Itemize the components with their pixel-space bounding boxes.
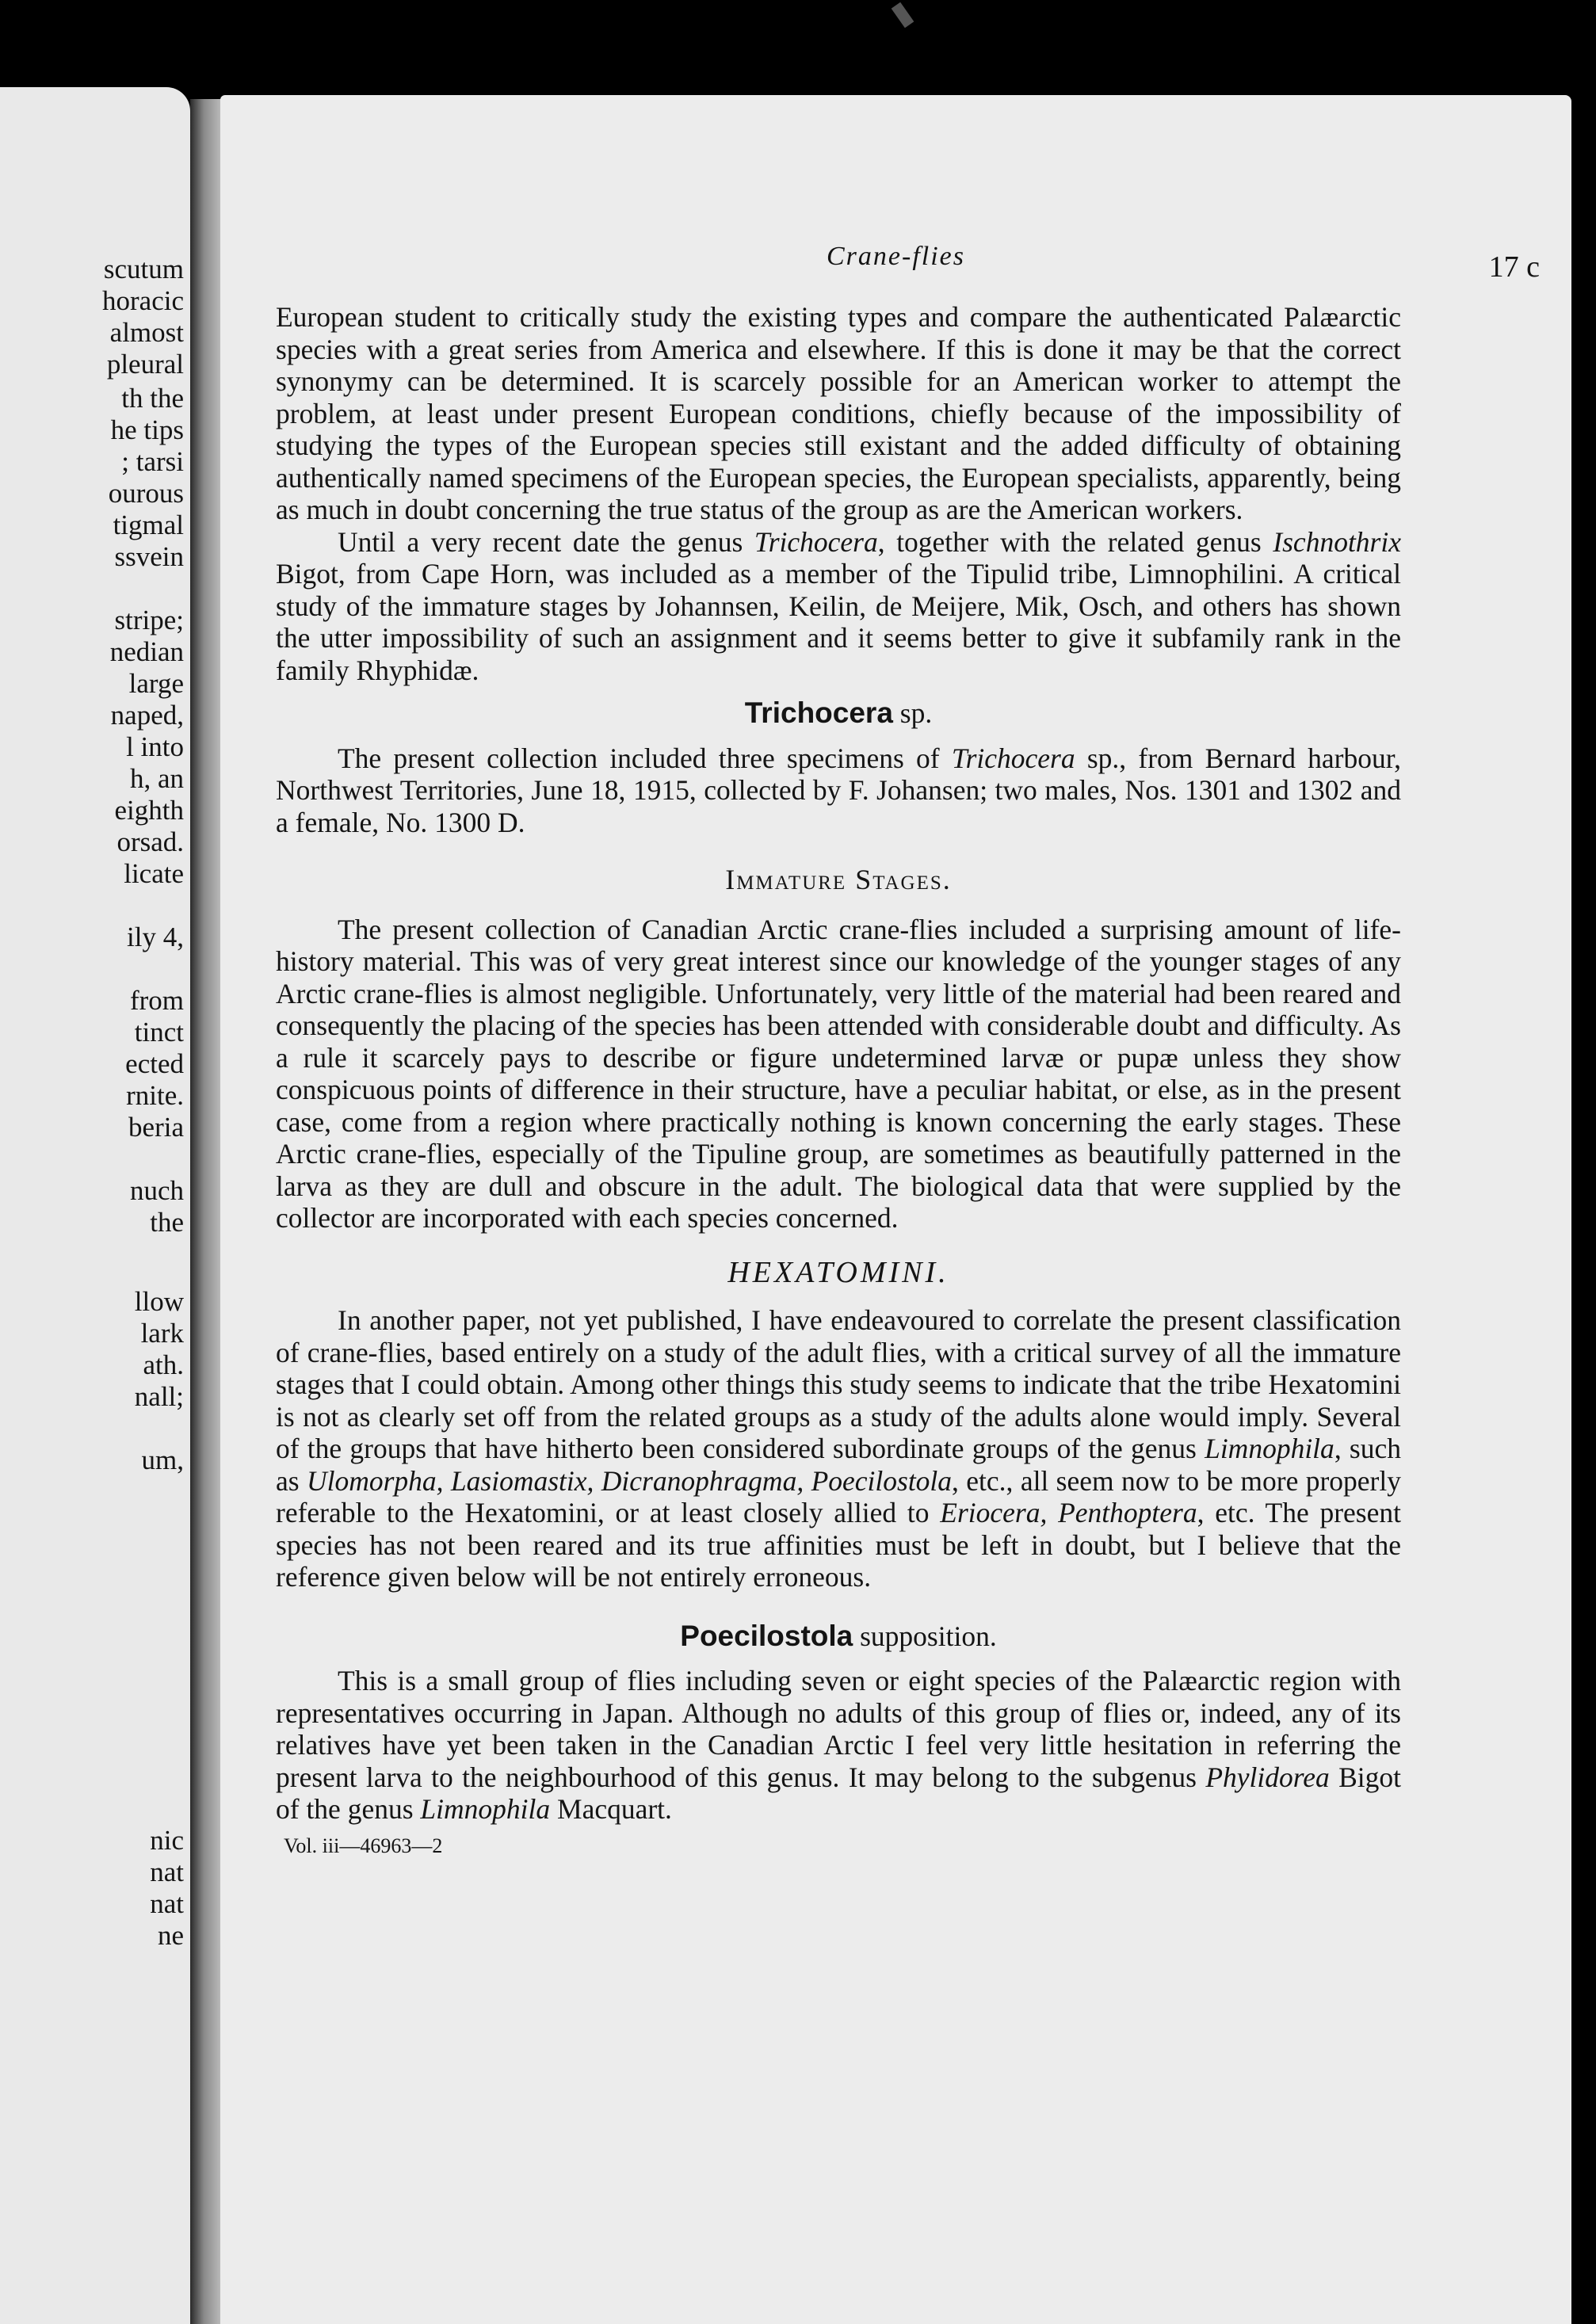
document-page <box>220 95 1571 2324</box>
genus-name: Trichocera <box>951 742 1075 774</box>
genus-list: Ulomorpha, Lasiomastix, Dicranophragma, Poecilostola <box>306 1464 953 1497</box>
facing-page-fragment: ne <box>157 1920 184 1951</box>
facing-page-fragment: ected <box>125 1048 184 1079</box>
facing-page-fragment: nuch <box>129 1175 184 1206</box>
facing-page-fragment: l into <box>126 731 184 762</box>
scan-mark <box>892 2 914 29</box>
paragraph-trichocera-collection: The present collection included three specimens of Trichocera sp., from Bernard harbour, Northwest Territories, June 18, 1915, collected by F. Johansen; two males, Nos. 1301 and 1302 and a female, No. 1300 D. <box>276 742 1402 838</box>
facing-page-fragment: pleural <box>106 349 184 380</box>
facing-page-fragment: from <box>129 985 184 1016</box>
species-heading-trichocera: Trichocera sp. <box>744 696 933 729</box>
genus-list: Eriocera, Penthoptera <box>940 1497 1197 1528</box>
facing-page-fragment: nat <box>150 1888 184 1919</box>
facing-page-fragment: licate <box>124 858 184 889</box>
facing-page-fragment: ourous <box>108 478 184 509</box>
facing-page-fragment: ath. <box>143 1349 184 1380</box>
page-number: 17 c <box>1488 250 1540 284</box>
genus-name: Limnophila <box>420 1793 551 1825</box>
facing-page-fragment: orsad. <box>116 826 184 857</box>
species-heading-poecilostola: Poecilostola supposition. <box>680 1619 997 1652</box>
facing-page-fragment: tigmal <box>113 509 184 540</box>
facing-page-fragment: nall; <box>134 1381 184 1412</box>
facing-page-fragment: ; tarsi <box>121 446 184 477</box>
facing-page-fragment: ssvein <box>114 541 184 572</box>
genus-name: Trichocera <box>754 525 878 558</box>
tribe-heading-hexatomini: HEXATOMINI. <box>727 1255 949 1289</box>
paragraph-poecilostola: This is a small group of flies including seven or eight species of the Palæarctic region with representatives occurring in Japan. Although no adults of this group of flies or, indeed, any of its relatives have yet been taken in the Canadian Arctic I feel very little hesitation in referring the present larva to the neighbourhood of this genus. It may belong to the subgenus Phylidorea Bigot of the genus Limnophila Macquart. <box>276 1665 1401 1825</box>
paragraph-trichocera-history: Until a very recent date the genus Trichocera, together with the related genus Ischnothrix Bigot, from Cape Horn, was included as a member of the Tipulid tribe, Limnophilini. A critical study of the immature stages by Johannsen, Keilin, de Meijere, Mik, Osch, and others has shown the utter impossibility of such an assignment and it seems better to give it subfamily rank in the family Rhyphidæ. <box>276 525 1401 686</box>
facing-page-fragment: rnite. <box>126 1080 184 1111</box>
paragraph-immature-stages: The present collection of Canadian Arctic crane-flies included a surprising amount of life-history material. This was of very great interest since our knowledge of the younger stages of any Arctic crane-flies is almost negligible. Unfortunately, very little of the material had been reared and consequently the placing of the species has been attended with considerable doubt and difficulty. As a rule it scarcely pays to describe or figure undetermined larvæ or pupæ unless they show conspicuous points of difference in their structure, have a peculiar habitat, or else, as in the present case, come from a region where practically nothing is known concerning the early stages. These Arctic crane-flies, especially of the Tipuline group, are sometimes as beautifully patterned in the larva as they are dull and obscure in the adult. The biological data that were supplied by the collector are incorporated with each species concerned. <box>276 913 1401 1234</box>
facing-page-fragment: ily 4, <box>127 922 184 952</box>
facing-page-fragment: nedian <box>109 636 184 667</box>
facing-page <box>0 87 190 2324</box>
genus-name: Ischnothrix <box>1273 525 1401 558</box>
facing-page-fragment: th the <box>121 383 184 414</box>
genus-name: Limnophila <box>1205 1433 1334 1464</box>
facing-page-fragment: lark <box>140 1318 184 1349</box>
facing-page-fragment: llow <box>134 1286 184 1317</box>
facing-page-fragment: tinct <box>134 1017 184 1048</box>
facing-page-fragment: beria <box>128 1112 184 1143</box>
facing-page-fragment: nic <box>150 1825 184 1856</box>
section-heading-immature-stages: Immature Stages. <box>725 864 952 895</box>
paragraph-hexatomini: In another paper, not yet published, I have endeavoured to correlate the present classification of crane-flies, based entirely on a study of the adult flies, with a critical survey of all the immature stages that I could obtain. Among other things this study seems to indicate that the tribe Hexatomini is not as clearly set off from the related groups as a study of the adults alone would imply. Several of the groups that have hitherto been considered subordinate groups of the genus Limnophila, such as Ulomorpha, Lasiomastix, Dicranophragma, Poecilostola, etc., all seem now to be more properly referable to the Hexatomini, or at least closely allied to Eriocera, Penthoptera, etc. The present species has not been reared and its true affinities must be left in doubt, but I believe that the reference given below will be not entirely erroneous. <box>276 1304 1401 1593</box>
facing-page-fragment: h, an <box>129 763 184 794</box>
genus-name: Phylidorea <box>1205 1761 1330 1793</box>
facing-page-fragment: the <box>150 1207 184 1238</box>
running-head: Crane-flies <box>827 242 965 271</box>
facing-page-fragment: scutum <box>103 254 184 284</box>
facing-page-fragment: nat <box>150 1857 184 1887</box>
footer-printer-mark: Vol. iii—46963—2 <box>284 1834 443 1857</box>
facing-page-fragment: horacic <box>102 285 184 316</box>
facing-page-fragment: um, <box>141 1444 184 1475</box>
facing-page-fragment: he tips <box>110 414 184 445</box>
facing-page-fragment: naped, <box>110 700 184 731</box>
body-text <box>276 301 1401 1862</box>
facing-page-fragment: almost <box>109 317 184 348</box>
facing-page-fragment: large <box>128 668 184 699</box>
facing-page-fragment: stripe; <box>114 605 184 635</box>
paragraph-continuation: European student to critically study the existing types and compare the authenticated Palæarctic species with a great series from America and elsewhere. If this is done it may be that the correct synonymy can be determined. It is scarcely possible for an American worker to attempt the problem, at least under present European conditions, chiefly because of the impossibility of studying the types of the European species still existant and the added difficulty of obtaining authentically named specimens of the European species, the European specialists, apparently, being as much in doubt concerning the true status of the group as are the American workers. <box>276 301 1401 525</box>
facing-page-fragment: eighth <box>114 795 184 826</box>
